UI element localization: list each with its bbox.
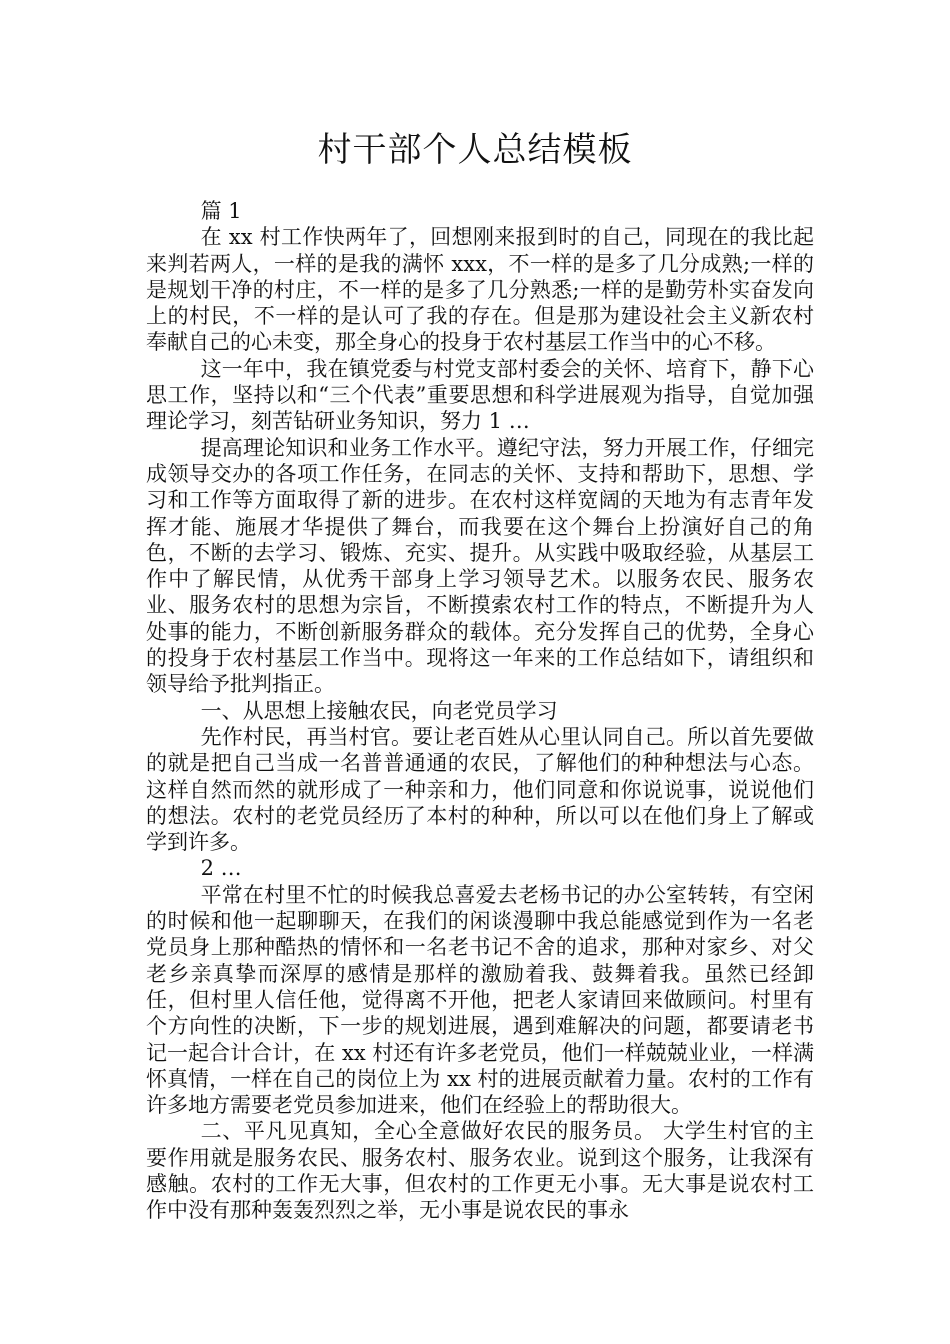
page-marker-2: 2 …: [200, 856, 242, 881]
section-label-part-1: 篇 1: [200, 199, 242, 223]
paragraph-service: 二、平凡见真知，全心全意做好农民的服务员。 大学生村官的主要作用就是服务农民、服务农村、服务农业。说到这个服务，让我深有感触。农村的工作无大事，但农村的工作更无小事。无大事是说农村工作中没有那种轰轰烈烈之举，无小事是说农民的事永: [146, 1119, 814, 1223]
document-title: 村干部个人总结模板: [317, 130, 633, 170]
document-body: [146, 198, 814, 1224]
paragraph-year-review: 这一年中，我在镇党委与村党支部村委会的关怀、培育下，静下心思工作，坚持以和“三个代表”重要思想和科学进展观为指导，自觉加强理论学习，刻苦钻研业务知识，努力 1 …: [146, 356, 814, 434]
paragraph-old-secretary: 平常在村里不忙的时候我总喜爱去老杨书记的办公室转转，有空闲的时候和他一起聊聊天，在我们的闲谈漫聊中我总能感觉到作为一名老党员身上那种酷热的情怀和一名老书记不舍的追求，那种对家乡、对父老乡亲真挚而深厚的感情是那样的激励着我、鼓舞着我。虽然已经卸任，但村里人信任他，觉得离不开他，把老人家请回来做顾问。村里有个方向性的决断，下一步的规划进展，遇到难解决的问题，都要请老书记一起合计合计，在 xx 村还有许多老党员，他们一样兢兢业业，一样满怀真情，一样在自己的岗位上为 xx 村的进展贡献着力量。农村的工作有许多地方需要老党员参加进来，他们在经验上的帮助很大。: [146, 882, 814, 1118]
section-heading-1: 一、从思想上接触农民，向老党员学习: [200, 698, 558, 723]
paragraph-improvement: 提高理论知识和业务工作水平。遵纪守法，努力开展工作，仔细完成领导交办的各项工作任务，在同志的关怀、支持和帮助下，思想、学习和工作等方面取得了新的进步。在农村这样宽阔的天地为有志青年发挥才能、施展才华提供了舞台，而我要在这个舞台上扮演好自己的角色，不断的去学习、锻炼、充实、提升。从实践中吸取经验，从基层工作中了解民情，从优秀干部身上学习领导艺术。以服务农民、服务农业、服务农村的思想为宗旨，不断摸索农村工作的特点，不断提升为人处事的能力，不断创新服务群众的载体。充分发挥自己的优势，全身心的投身于农村基层工作当中。现将这一年来的工作总结如下，请组织和领导给予批判指正。: [146, 435, 814, 697]
paragraph-intro: 在 xx 村工作快两年了，回想刚来报到时的自己，同现在的我比起来判若两人，一样的是我的满怀 xxx，不一样的是多了几分成熟;一样的是规划干净的村庄，不一样的是多了几分熟悉;一样的是勤劳朴实奋发向上的村民，不一样的是认可了我的存在。但是那为建设社会主义新农村奉献自己的心未变，那全身心的投身于农村基层工作当中的心不移。: [146, 225, 814, 355]
paragraph-villager-first: 先作村民，再当村官。要让老百姓从心里认同自己。所以首先要做的就是把自己当成一名普普通通的农民，了解他们的种种想法与心态。这样自然而然的就形成了一种亲和力，他们同意和你说说事，说说他们的想法。农村的老党员经历了本村的种种，所以可以在他们身上了解或学到许多。: [146, 724, 814, 855]
